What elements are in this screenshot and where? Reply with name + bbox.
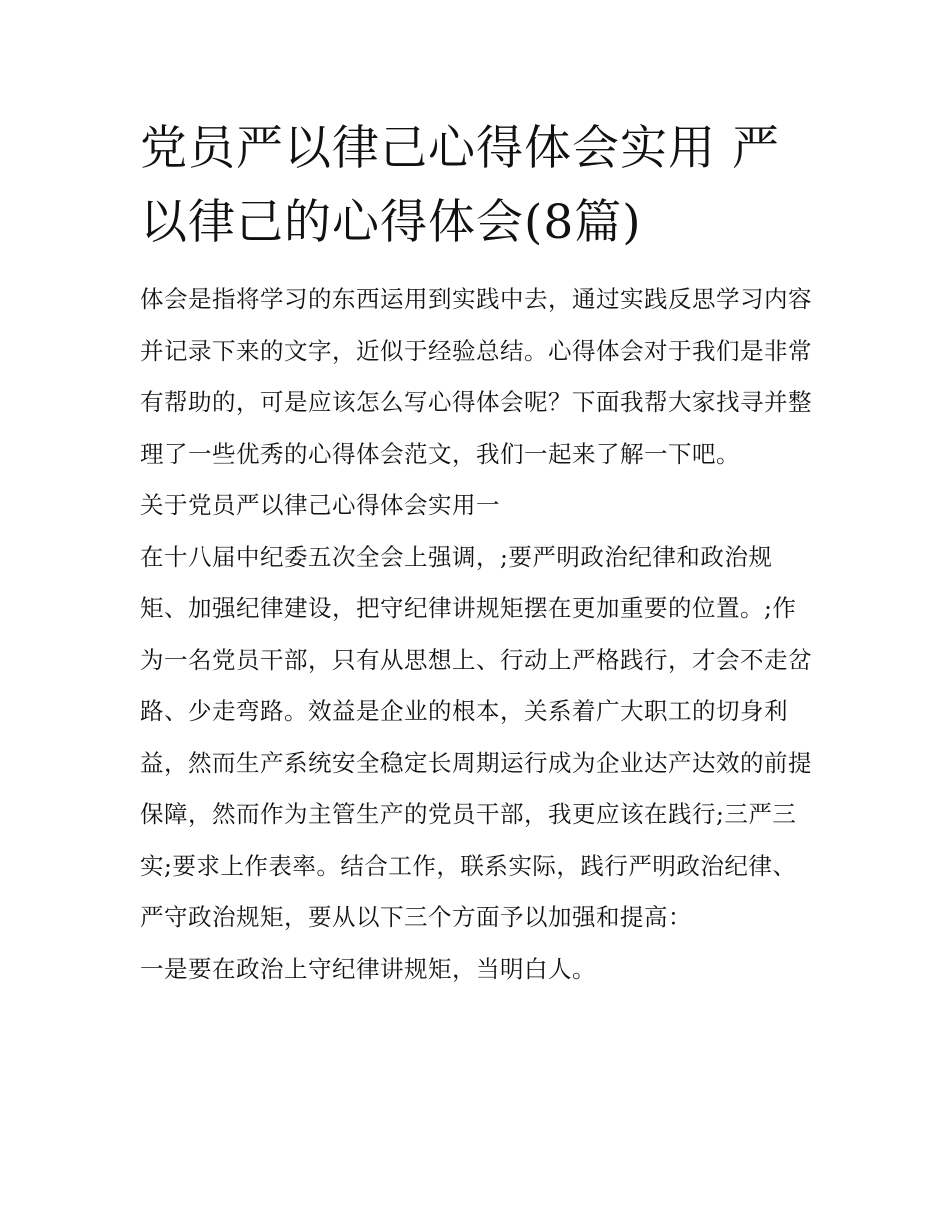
body-paragraph: 在十八届中纪委五次全会上强调，;要严明政治纪律和政治规矩、加强纪律建设，把守纪律讲规矩摆在更加重要的位置。;作为一名党员干部，只有从思想上、行动上严格践行，才会不走岔路、少走弯路。效益是企业的根本，关系着广大职工的切身利益，然而生产系统安全稳定长周期运行成为企业达产达效的前提保障，然而作为主管生产的党员干部，我更应该在践行;三严三实;要求上作表率。结合工作，联系实际，践行严明政治纪律、严守政治规矩，要从以下三个方面予以加强和提高： xyxy=(140,542,812,931)
section-heading: 关于党员严以律己心得体会实用一 xyxy=(140,491,500,519)
document-page xyxy=(140,112,820,995)
document-title: 党员严以律己心得体会实用 严以律己的心得体会(8篇) xyxy=(140,121,780,250)
intro-paragraph: 体会是指将学习的东西运用到实践中去，通过实践反思学习内容并记录下来的文字，近似于经验总结。心得体会对于我们是非常有帮助的，可是应该怎么写心得体会呢？下面我帮大家找寻并整理了一些优秀的心得体会范文，我们一起来了解一下吧。 xyxy=(140,285,812,468)
point-one-paragraph: 一是要在政治上守纪律讲规矩，当明白人。 xyxy=(140,954,596,983)
